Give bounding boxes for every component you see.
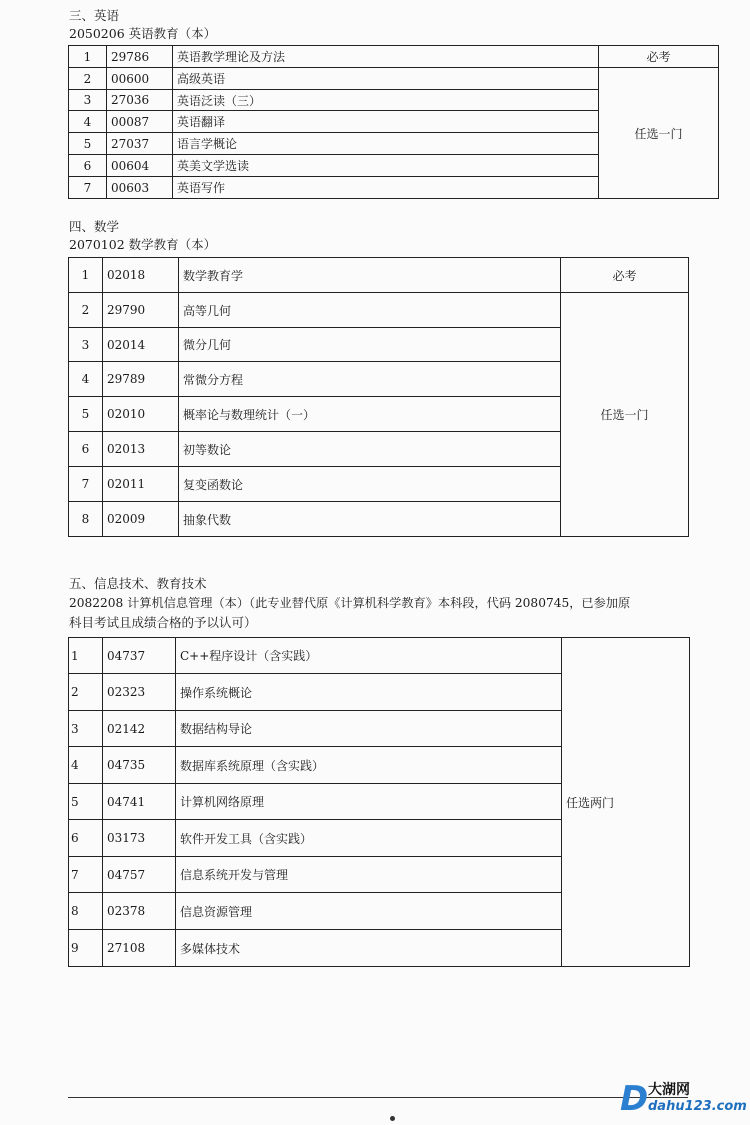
row-number: 3 xyxy=(69,90,107,111)
course-name: 英语教学理论及方法 xyxy=(173,46,599,68)
course-code: 02018 xyxy=(103,258,179,293)
course-name: 多媒体技术 xyxy=(176,930,562,967)
row-number: 3 xyxy=(69,328,103,362)
course-code: 00600 xyxy=(107,68,173,90)
course-code: 03173 xyxy=(103,820,176,857)
footer-rule xyxy=(68,1097,688,1098)
course-name: 数据结构导论 xyxy=(176,711,562,747)
course-code: 27037 xyxy=(107,133,173,155)
row-number: 2 xyxy=(69,674,103,711)
major-title-it-line1: 2082208 计算机信息管理（本）（此专业替代原《计算机科学教育》本科段，代码 2080745，已参加原 xyxy=(69,596,631,610)
section-heading-english: 三、英语 xyxy=(69,8,120,23)
course-name: 高等几何 xyxy=(179,293,561,328)
it-course-table xyxy=(68,637,690,967)
course-code: 02011 xyxy=(103,467,179,502)
course-name: 英语翻译 xyxy=(173,111,599,133)
course-code: 29790 xyxy=(103,293,179,328)
english-course-table xyxy=(68,45,719,199)
watermark-logo xyxy=(618,1080,746,1120)
row-number: 5 xyxy=(69,133,107,155)
page-number-mark xyxy=(390,1116,395,1121)
row-number: 2 xyxy=(69,68,107,90)
watermark-name: 大湖网 xyxy=(648,1082,690,1098)
required-label: 必考 xyxy=(561,258,689,293)
course-code: 02323 xyxy=(103,674,176,711)
course-code: 02009 xyxy=(103,502,179,537)
watermark-url: dahu123.com xyxy=(648,1099,747,1114)
course-code: 04735 xyxy=(103,747,176,784)
major-title-it-line2: 科目考试且成绩合格的予以认可） xyxy=(69,615,257,630)
row-number: 7 xyxy=(69,857,103,893)
course-name: C++程序设计（含实践） xyxy=(176,638,562,674)
elective-label: 任选一门 xyxy=(599,68,719,199)
row-number: 2 xyxy=(69,293,103,328)
row-number: 8 xyxy=(69,893,103,930)
major-title-english: 2050206 英语教育（本） xyxy=(69,26,217,41)
course-code: 29789 xyxy=(103,362,179,397)
course-name: 英语写作 xyxy=(173,177,599,199)
course-name: 操作系统概论 xyxy=(176,674,562,711)
major-title-math: 2070102 数学教育（本） xyxy=(69,237,217,252)
course-code: 00604 xyxy=(107,155,173,177)
course-name: 微分几何 xyxy=(179,328,561,362)
course-name: 数据库系统原理（含实践） xyxy=(176,747,562,784)
course-code: 02142 xyxy=(103,711,176,747)
course-code: 02013 xyxy=(103,432,179,467)
course-name: 英美文学选读 xyxy=(173,155,599,177)
elective-label: 任选一门 xyxy=(561,293,689,537)
section-heading-it: 五、信息技术、教育技术 xyxy=(69,576,207,591)
row-number: 4 xyxy=(69,747,103,784)
row-number: 1 xyxy=(69,258,103,293)
course-code: 04757 xyxy=(103,857,176,893)
course-code: 00087 xyxy=(107,111,173,133)
course-name: 信息系统开发与管理 xyxy=(176,857,562,893)
row-number: 5 xyxy=(69,397,103,432)
row-number: 3 xyxy=(69,711,103,747)
course-name: 复变函数论 xyxy=(179,467,561,502)
row-number: 1 xyxy=(69,638,103,674)
row-number: 9 xyxy=(69,930,103,967)
elective-label: 任选两门 xyxy=(562,638,690,967)
row-number: 7 xyxy=(69,177,107,199)
course-code: 02378 xyxy=(103,893,176,930)
course-name: 抽象代数 xyxy=(179,502,561,537)
course-code: 04741 xyxy=(103,784,176,820)
row-number: 6 xyxy=(69,432,103,467)
watermark-letter: D xyxy=(620,1079,649,1119)
course-name: 软件开发工具（含实践） xyxy=(176,820,562,857)
row-number: 8 xyxy=(69,502,103,537)
course-name: 高级英语 xyxy=(173,68,599,90)
course-name: 信息资源管理 xyxy=(176,893,562,930)
row-number: 4 xyxy=(69,362,103,397)
row-number: 4 xyxy=(69,111,107,133)
required-label: 必考 xyxy=(599,46,719,68)
row-number: 5 xyxy=(69,784,103,820)
course-name: 语言学概论 xyxy=(173,133,599,155)
row-number: 6 xyxy=(69,155,107,177)
course-name: 计算机网络原理 xyxy=(176,784,562,820)
section-heading-math: 四、数学 xyxy=(69,219,120,234)
course-code: 02010 xyxy=(103,397,179,432)
course-code: 27036 xyxy=(107,90,173,111)
course-code: 04737 xyxy=(103,638,176,674)
course-code: 00603 xyxy=(107,177,173,199)
course-name: 数学教育学 xyxy=(179,258,561,293)
course-name: 概率论与数理统计（一） xyxy=(179,397,561,432)
row-number: 1 xyxy=(69,46,107,68)
course-name: 常微分方程 xyxy=(179,362,561,397)
course-code: 02014 xyxy=(103,328,179,362)
row-number: 7 xyxy=(69,467,103,502)
course-name: 英语泛读（三） xyxy=(173,90,599,111)
math-course-table xyxy=(68,257,689,537)
course-code: 27108 xyxy=(103,930,176,967)
course-name: 初等数论 xyxy=(179,432,561,467)
row-number: 6 xyxy=(69,820,103,857)
course-code: 29786 xyxy=(107,46,173,68)
